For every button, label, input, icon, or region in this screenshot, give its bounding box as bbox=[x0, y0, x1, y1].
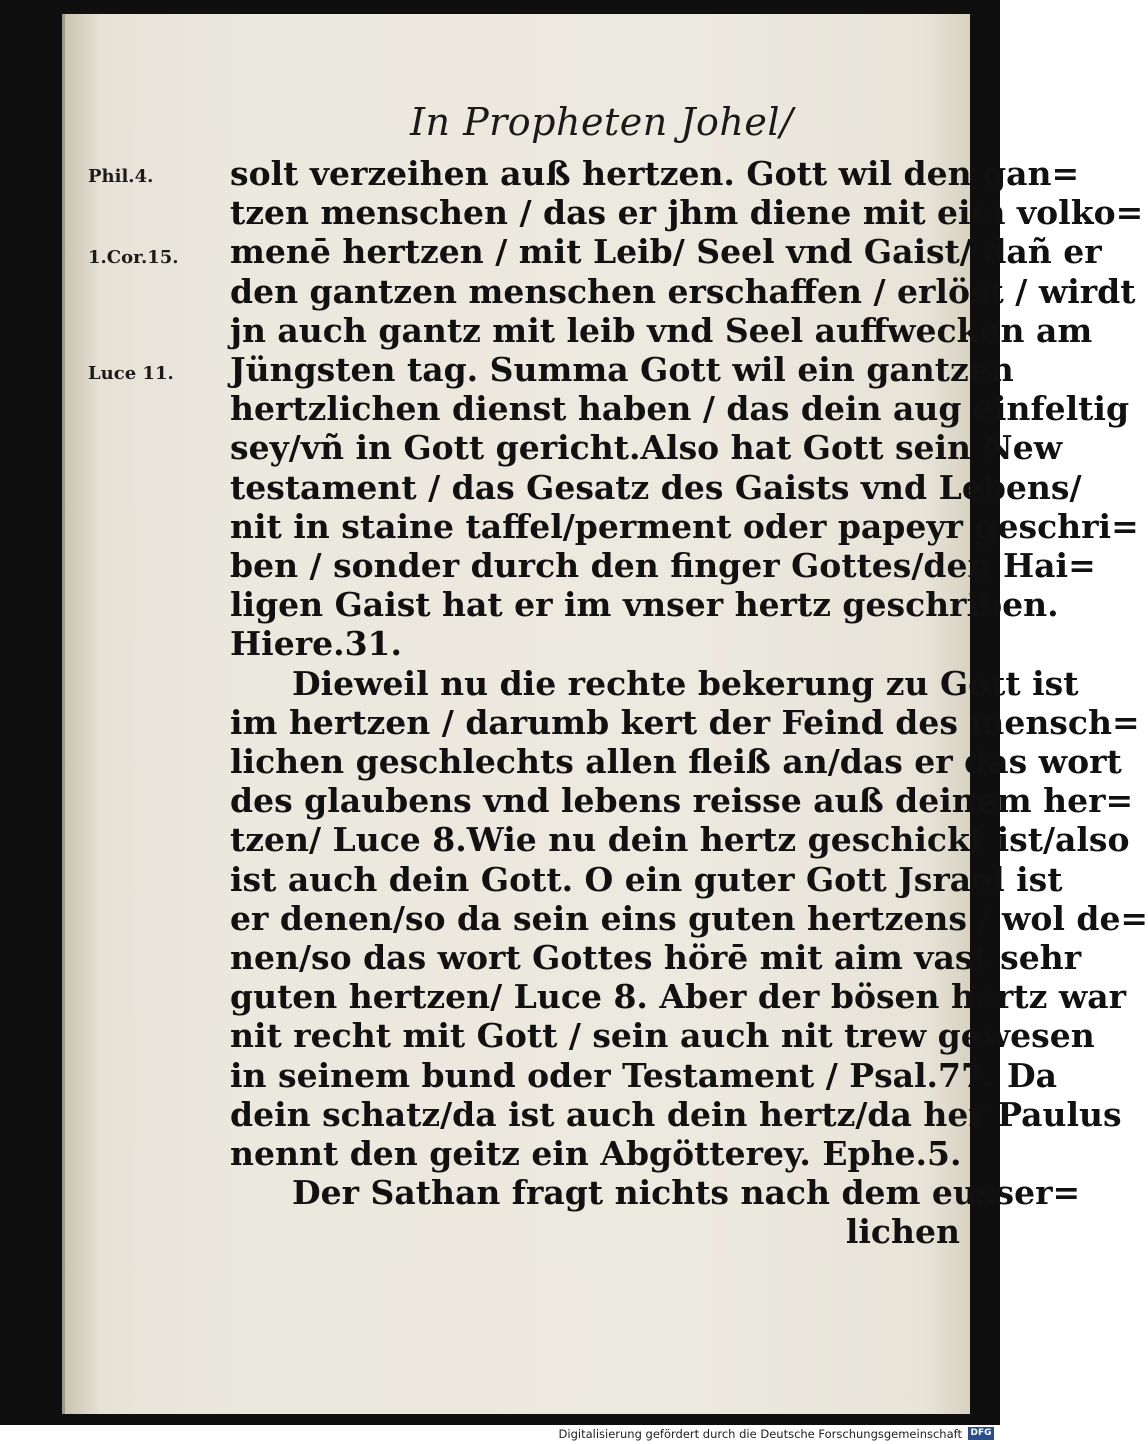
footer-credit: Digitalisierung gefördert durch die Deutsche Forschungsgemeinschaft bbox=[558, 1427, 962, 1441]
text-line: nit in staine taffel/perment oder papeyr geschri= bbox=[230, 506, 1139, 546]
text-line: Hiere.31. bbox=[230, 624, 402, 664]
text-line: dein schatz/da ist auch dein hertz/da her Paulus bbox=[230, 1094, 1122, 1134]
text-line: testament / das Gesatz des Gaists vnd Lebens/ bbox=[230, 467, 1082, 507]
marginal-note-luce: Luce 11. bbox=[88, 363, 174, 384]
text-line: lichen geschlechts allen fleiß an/das er das wort bbox=[230, 742, 1122, 782]
text-line: sey/vñ in Gott gericht.Also hat Gott sein New bbox=[230, 428, 1063, 468]
text-line: Jüngsten tag. Summa Gott wil ein gantzen bbox=[230, 350, 1014, 390]
text-line: solt verzeihen auß hertzen. Gott wil den gan= bbox=[230, 154, 1080, 193]
text-line: im hertzen / darumb kert der Feind des mensch= bbox=[230, 702, 1140, 742]
text-line: ligen Gaist hat er im vnser hertz geschriben. bbox=[230, 585, 1059, 625]
text-line: guten hertzen/ Luce 8. Aber der bösen hertz war bbox=[230, 977, 1127, 1017]
marginal-note-phil: Phil.4. bbox=[88, 166, 154, 187]
catchword: lichen bbox=[845, 1212, 960, 1252]
text-line: menē hertzen / mit Leib/ Seel vnd Gaist/ dañ er bbox=[230, 232, 1102, 272]
text-line: jn auch gantz mit leib vnd Seel auffwecken am bbox=[230, 310, 1093, 350]
dfg-logo: DFG bbox=[968, 1427, 994, 1440]
text-line: den gantzen menschen erschaffen / erlöst / wirdt bbox=[230, 271, 1136, 311]
text-line: des glaubens vnd lebens reisse auß deinem her= bbox=[230, 781, 1134, 821]
text-line: in seinem bund oder Testament / Psal.77. Da bbox=[230, 1055, 1057, 1095]
running-header: In Propheten Johel/ bbox=[410, 100, 794, 144]
body-text bbox=[230, 154, 1148, 1252]
text-line: tzen menschen / das er jhm diene mit eim volko= bbox=[230, 193, 1144, 233]
text-line: nit recht mit Gott / sein auch nit trew gewesen bbox=[230, 1016, 1095, 1056]
text-line: er denen/so da sein eins guten hertzens / wol de= bbox=[230, 898, 1148, 938]
text-line: Der Sathan fragt nichts nach dem eusser= bbox=[292, 1173, 1081, 1213]
marginal-note-cor: 1.Cor.15. bbox=[88, 247, 179, 268]
text-line: tzen/ Luce 8.Wie nu dein hertz geschickt ist/also bbox=[230, 820, 1130, 860]
text-line: hertzlichen dienst haben / das dein aug einfeltig bbox=[230, 389, 1130, 429]
text-line: nennt den geitz ein Abgötterey. Ephe.5. bbox=[230, 1134, 962, 1174]
text-line: ist auch dein Gott. O ein guter Gott Jsrael ist bbox=[230, 859, 1063, 899]
text-line: Dieweil nu die rechte bekerung zu Gott ist bbox=[292, 663, 1079, 703]
text-line: nen/so das wort Gottes hörē mit aim vast sehr bbox=[230, 938, 1082, 978]
text-line: ben / sonder durch den finger Gottes/den Hai= bbox=[230, 546, 1096, 586]
